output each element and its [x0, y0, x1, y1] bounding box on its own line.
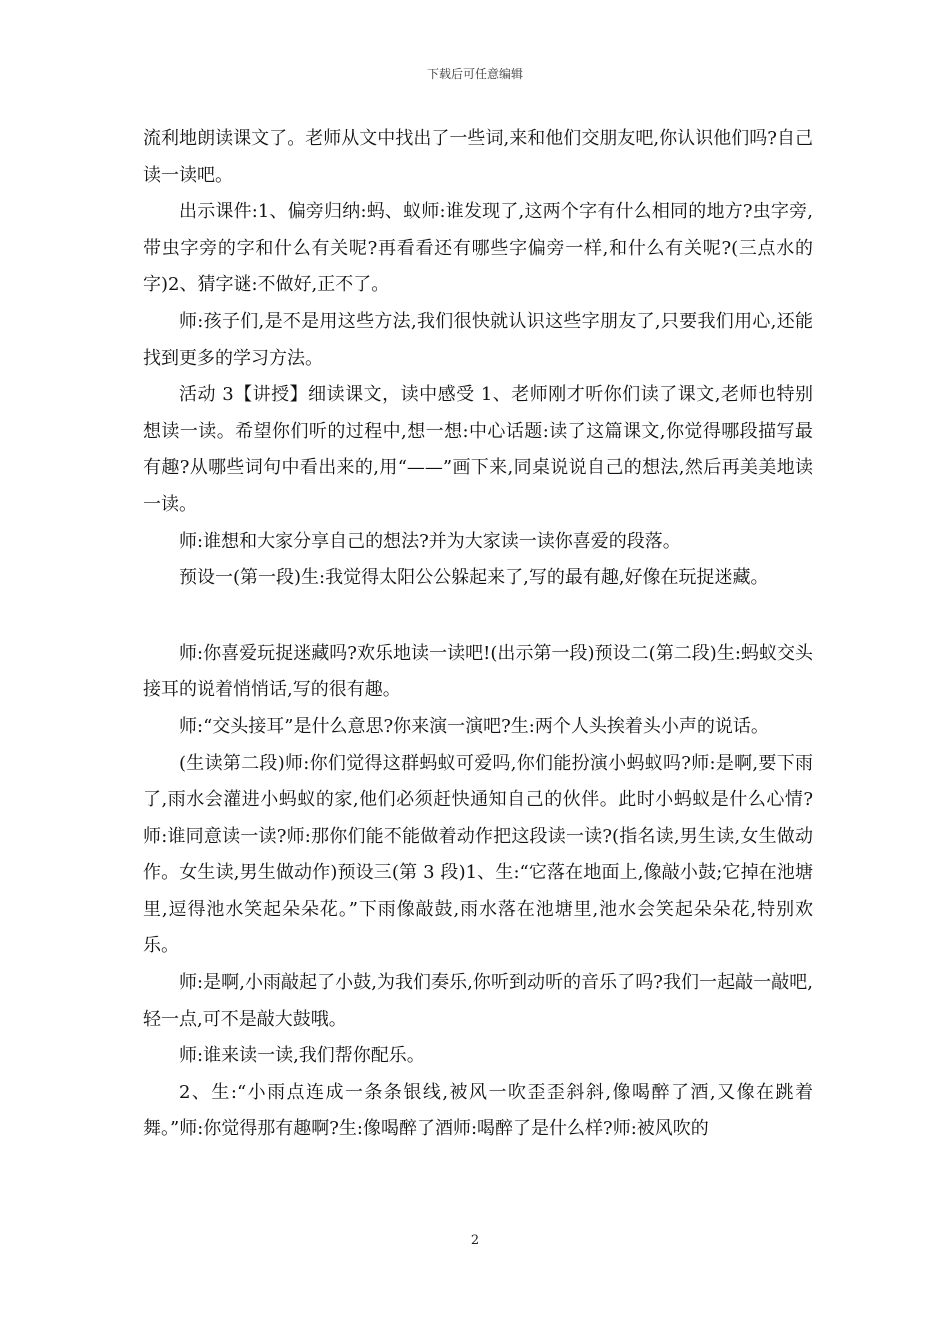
paragraph: 师:谁想和大家分享自己的想法?并为大家读一读你喜爱的段落。 — [179, 530, 681, 552]
paragraph: 师:孩子们,是不是用这些方法,我们很快就认识这些字朋友了,只要我们用心,还能找到更多的学习方法。 — [143, 310, 813, 369]
paragraph: 师:谁来读一读,我们帮你配乐。 — [179, 1045, 425, 1067]
paragraph: 活动 3【讲授】细读课文，读中感受 1、老师刚才听你们读了课文,老师也特别想读一读。希望你们听的过程中,想一想:中心话题:读了这篇课文,你觉得哪段描写最有趣?从哪些词句中看出来的,用“——”画下来,同桌说说自己的想法,然后再美美地读一读。 — [143, 384, 813, 515]
page-number: 2 — [470, 1233, 480, 1248]
paragraph: 2、生:“小雨点连成一条条银线,被风一吹歪歪斜斜,像喝醉了酒,又像在跳着舞。”师:你觉得那有趣啊?生:像喝醉了酒师:喝醉了是什么样?师:被风吹的 — [143, 1081, 813, 1140]
paragraph: 师:是啊,小雨敲起了小鼓,为我们奏乐,你听到动听的音乐了吗?我们一起敲一敲吧,轻一点,可不是敲大鼓哦。 — [143, 972, 813, 1030]
paragraph: 流利地朗读课文了。老师从文中找出了一些词,来和他们交朋友吧,你认识他们吗?自己读一读吧。 — [143, 128, 813, 186]
paragraph: 出示课件:1、偏旁归纳:蚂、蚁师:谁发现了,这两个字有什么相同的地方?虫字旁,带虫字旁的字和什么有关呢?再看看还有哪些字偏旁一样,和什么有关呢?(三点水的字)2、猜字谜:不做好,正不了。 — [143, 201, 813, 296]
paragraph: 预设一(第一段)生:我觉得太阳公公躲起来了,写的最有趣,好像在玩捉迷藏。 — [179, 567, 769, 589]
page-header: 下载后可任意编辑 — [426, 67, 523, 81]
paragraph: (生读第二段)师:你们觉得这群蚂蚁可爱吗,你们能扮演小蚂蚁吗?师:是啊,要下雨了,雨水会灌进小蚂蚁的家,他们必须赶快通知自己的伙伴。此时小蚂蚁是什么心情?师:谁同意读一读?师:那你们能不能做着动作把这段读一读?(指名读,男生读,女生做动作。女生读,男生做动作)预设三(第 3 段)1、生:“它落在地面上,像敲小鼓;它掉在池塘里,逗得池水笑起朵朵花。”下雨像敲鼓,雨水落在池塘里,池水会笑起朵朵花,特别欢乐。 — [143, 752, 813, 957]
document-body — [143, 121, 813, 1148]
paragraph: 师:你喜爱玩捉迷藏吗?欢乐地读一读吧!(出示第一段)预设二(第二段)生:蚂蚁交头接耳的说着悄悄话,写的很有趣。 — [143, 642, 813, 701]
paragraph: 师:“交头接耳”是什么意思?你来演一演吧?生:两个人头挨着头小声的说话。 — [179, 715, 769, 737]
